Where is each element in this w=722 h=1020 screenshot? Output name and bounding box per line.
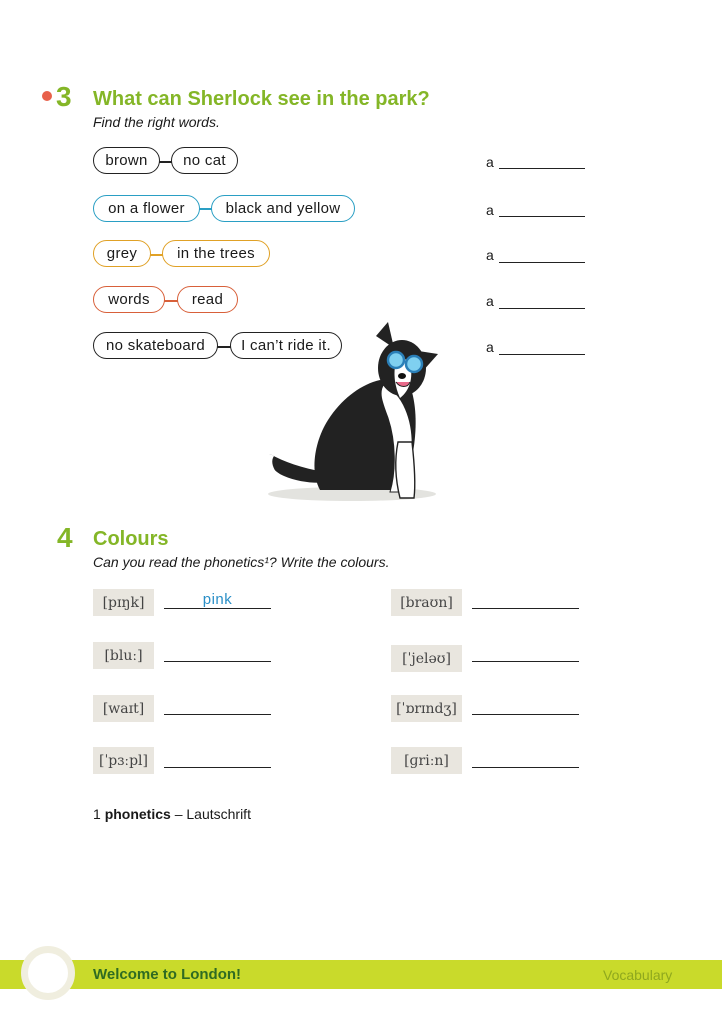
- colour-answer-line[interactable]: [164, 608, 271, 609]
- page-number-circle: [21, 946, 75, 1000]
- answer-prefix: a: [486, 339, 494, 355]
- word-pill-right: no cat: [171, 147, 238, 174]
- footnote: [93, 806, 251, 822]
- footnote-number: 1: [93, 806, 101, 822]
- answer-line[interactable]: [499, 308, 585, 309]
- exercise-3-number: 3: [56, 81, 72, 112]
- phonetic-box: [braʊn]: [391, 589, 462, 616]
- footnote-term: phonetics: [104, 806, 171, 822]
- footer-section-label: Vocabulary: [603, 967, 673, 983]
- answer-line[interactable]: [499, 262, 585, 263]
- answer-line[interactable]: [499, 168, 585, 169]
- word-pill-right: I can’t ride it.: [230, 332, 342, 359]
- colour-answer-line[interactable]: [472, 767, 579, 768]
- word-pill-left: brown: [93, 147, 160, 174]
- colour-answer-line[interactable]: [472, 661, 579, 662]
- footnote-definition: – Lautschrift: [174, 806, 251, 822]
- word-pill-right: read: [177, 286, 238, 313]
- word-pill-left: no skateboard: [93, 332, 218, 359]
- exercise-3-instruction: Find the right words.: [93, 114, 220, 130]
- colour-answer-line[interactable]: [164, 767, 271, 768]
- phonetic-box: [ˈɒrɪndʒ]: [391, 695, 462, 722]
- colour-answer-text: pink: [202, 591, 233, 608]
- phonetic-box: [ˈjeləʊ]: [391, 645, 462, 672]
- colour-answer-line[interactable]: [472, 714, 579, 715]
- word-pill-right: in the trees: [162, 240, 270, 267]
- colour-answer-line[interactable]: [472, 608, 579, 609]
- answer-line[interactable]: [499, 354, 585, 355]
- colour-answer-line[interactable]: [164, 714, 271, 715]
- answer-line[interactable]: [499, 216, 585, 217]
- word-pill-left: words: [93, 286, 165, 313]
- phonetic-box: [bluː]: [93, 642, 154, 669]
- dog-with-sunglasses-icon: [262, 322, 447, 504]
- phonetic-box: [ɡriːn]: [391, 747, 462, 774]
- answer-prefix: a: [486, 293, 494, 309]
- exercise-4-number: 4: [57, 522, 73, 553]
- exercise-3-title: What can Sherlock see in the park?: [93, 88, 430, 110]
- word-pill-left: grey: [93, 240, 151, 267]
- footer-unit-title: Welcome to London!: [93, 966, 242, 983]
- exercise-bullet-dot: [42, 91, 52, 101]
- colour-answer-line[interactable]: [164, 661, 271, 662]
- phonetic-box: [pɪŋk]: [93, 589, 154, 616]
- answer-prefix: a: [486, 247, 494, 263]
- exercise-4-instruction: Can you read the phonetics¹? Write the colours.: [93, 554, 390, 570]
- word-pill-right: black and yellow: [211, 195, 355, 222]
- answer-prefix: a: [486, 154, 494, 170]
- word-pill-left: on a flower: [93, 195, 200, 222]
- phonetic-box: [waɪt]: [93, 695, 154, 722]
- exercise-4-title: Colours: [93, 528, 169, 550]
- phonetic-box: [ˈpɜːpl]: [93, 747, 154, 774]
- answer-prefix: a: [486, 202, 494, 218]
